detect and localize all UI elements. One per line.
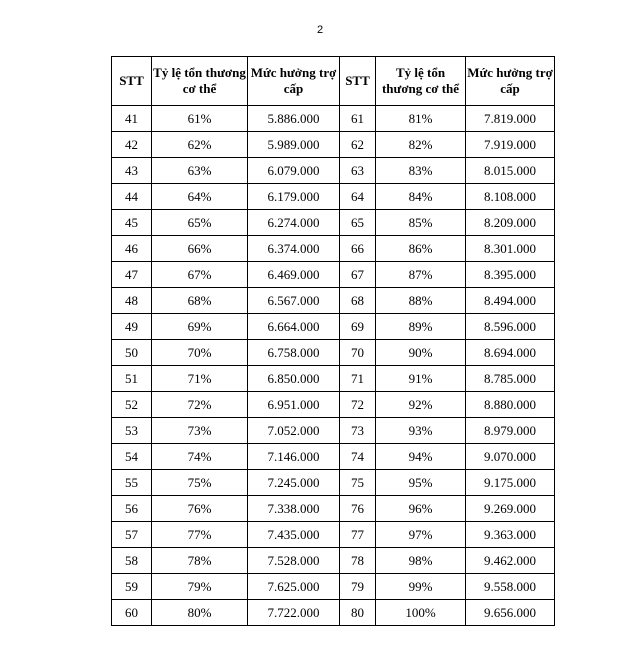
cell-stt-left: 45 bbox=[112, 210, 152, 236]
cell-stt-left: 52 bbox=[112, 392, 152, 418]
table-row bbox=[112, 184, 555, 210]
cell-amount-right: 9.269.000 bbox=[466, 496, 555, 522]
table-row bbox=[112, 262, 555, 288]
cell-amount-left: 6.469.000 bbox=[248, 262, 340, 288]
cell-amount-right: 8.108.000 bbox=[466, 184, 555, 210]
cell-amount-right: 9.656.000 bbox=[466, 600, 555, 626]
table-row bbox=[112, 288, 555, 314]
cell-amount-right: 9.558.000 bbox=[466, 574, 555, 600]
cell-stt-right: 63 bbox=[340, 158, 376, 184]
cell-amount-left: 7.528.000 bbox=[248, 548, 340, 574]
cell-rate-left: 78% bbox=[152, 548, 248, 574]
cell-stt-left: 49 bbox=[112, 314, 152, 340]
header-amount-left: Mức hưởng trợ cấp bbox=[248, 57, 340, 106]
cell-stt-left: 47 bbox=[112, 262, 152, 288]
table-row bbox=[112, 236, 555, 262]
cell-stt-left: 44 bbox=[112, 184, 152, 210]
cell-rate-right: 92% bbox=[376, 392, 466, 418]
cell-amount-left: 6.567.000 bbox=[248, 288, 340, 314]
cell-rate-left: 71% bbox=[152, 366, 248, 392]
cell-rate-left: 75% bbox=[152, 470, 248, 496]
cell-amount-right: 9.363.000 bbox=[466, 522, 555, 548]
cell-stt-right: 75 bbox=[340, 470, 376, 496]
cell-rate-right: 83% bbox=[376, 158, 466, 184]
cell-rate-left: 76% bbox=[152, 496, 248, 522]
cell-rate-left: 61% bbox=[152, 106, 248, 132]
cell-amount-left: 5.989.000 bbox=[248, 132, 340, 158]
cell-rate-right: 91% bbox=[376, 366, 466, 392]
cell-amount-left: 6.951.000 bbox=[248, 392, 340, 418]
cell-amount-right: 9.070.000 bbox=[466, 444, 555, 470]
table-row bbox=[112, 522, 555, 548]
cell-amount-left: 6.758.000 bbox=[248, 340, 340, 366]
cell-rate-right: 89% bbox=[376, 314, 466, 340]
table-row bbox=[112, 158, 555, 184]
cell-stt-right: 65 bbox=[340, 210, 376, 236]
cell-rate-left: 72% bbox=[152, 392, 248, 418]
table-row bbox=[112, 574, 555, 600]
cell-stt-right: 73 bbox=[340, 418, 376, 444]
cell-amount-left: 7.435.000 bbox=[248, 522, 340, 548]
cell-amount-right: 8.979.000 bbox=[466, 418, 555, 444]
cell-rate-left: 65% bbox=[152, 210, 248, 236]
cell-amount-right: 8.015.000 bbox=[466, 158, 555, 184]
cell-rate-left: 62% bbox=[152, 132, 248, 158]
cell-rate-left: 77% bbox=[152, 522, 248, 548]
table-body bbox=[112, 106, 555, 626]
cell-amount-left: 7.625.000 bbox=[248, 574, 340, 600]
cell-rate-right: 81% bbox=[376, 106, 466, 132]
cell-rate-left: 73% bbox=[152, 418, 248, 444]
cell-stt-left: 54 bbox=[112, 444, 152, 470]
cell-rate-right: 86% bbox=[376, 236, 466, 262]
header-stt-right: STT bbox=[340, 57, 376, 106]
cell-amount-left: 5.886.000 bbox=[248, 106, 340, 132]
cell-rate-right: 82% bbox=[376, 132, 466, 158]
cell-rate-right: 99% bbox=[376, 574, 466, 600]
cell-stt-left: 53 bbox=[112, 418, 152, 444]
table-row bbox=[112, 600, 555, 626]
cell-amount-left: 7.146.000 bbox=[248, 444, 340, 470]
cell-amount-left: 6.079.000 bbox=[248, 158, 340, 184]
cell-stt-right: 68 bbox=[340, 288, 376, 314]
cell-stt-right: 72 bbox=[340, 392, 376, 418]
cell-rate-right: 93% bbox=[376, 418, 466, 444]
cell-amount-right: 8.395.000 bbox=[466, 262, 555, 288]
cell-stt-right: 76 bbox=[340, 496, 376, 522]
cell-stt-right: 69 bbox=[340, 314, 376, 340]
cell-rate-left: 64% bbox=[152, 184, 248, 210]
cell-amount-left: 7.052.000 bbox=[248, 418, 340, 444]
cell-rate-right: 84% bbox=[376, 184, 466, 210]
table-row bbox=[112, 314, 555, 340]
cell-stt-right: 79 bbox=[340, 574, 376, 600]
cell-stt-right: 67 bbox=[340, 262, 376, 288]
cell-amount-right: 8.785.000 bbox=[466, 366, 555, 392]
cell-amount-left: 6.374.000 bbox=[248, 236, 340, 262]
cell-stt-left: 46 bbox=[112, 236, 152, 262]
cell-stt-left: 55 bbox=[112, 470, 152, 496]
cell-stt-right: 66 bbox=[340, 236, 376, 262]
cell-rate-right: 85% bbox=[376, 210, 466, 236]
table-row bbox=[112, 366, 555, 392]
cell-stt-left: 60 bbox=[112, 600, 152, 626]
cell-stt-left: 42 bbox=[112, 132, 152, 158]
cell-amount-right: 8.209.000 bbox=[466, 210, 555, 236]
cell-rate-left: 80% bbox=[152, 600, 248, 626]
cell-rate-right: 97% bbox=[376, 522, 466, 548]
cell-stt-right: 62 bbox=[340, 132, 376, 158]
table-header-row bbox=[112, 57, 555, 106]
cell-stt-right: 70 bbox=[340, 340, 376, 366]
header-amount-right: Mức hưởng trợ cấp bbox=[466, 57, 555, 106]
cell-rate-left: 69% bbox=[152, 314, 248, 340]
cell-amount-right: 7.819.000 bbox=[466, 106, 555, 132]
header-stt-left: STT bbox=[112, 57, 152, 106]
cell-amount-right: 8.301.000 bbox=[466, 236, 555, 262]
cell-amount-right: 9.175.000 bbox=[466, 470, 555, 496]
cell-rate-right: 90% bbox=[376, 340, 466, 366]
table-row bbox=[112, 340, 555, 366]
cell-stt-left: 50 bbox=[112, 340, 152, 366]
cell-amount-left: 6.179.000 bbox=[248, 184, 340, 210]
cell-rate-right: 88% bbox=[376, 288, 466, 314]
table-row bbox=[112, 470, 555, 496]
cell-stt-right: 64 bbox=[340, 184, 376, 210]
table-row bbox=[112, 392, 555, 418]
table-row bbox=[112, 548, 555, 574]
cell-rate-right: 98% bbox=[376, 548, 466, 574]
cell-amount-right: 9.462.000 bbox=[466, 548, 555, 574]
cell-stt-left: 56 bbox=[112, 496, 152, 522]
table-row bbox=[112, 418, 555, 444]
cell-rate-right: 100% bbox=[376, 600, 466, 626]
cell-rate-left: 63% bbox=[152, 158, 248, 184]
cell-rate-left: 74% bbox=[152, 444, 248, 470]
table-row bbox=[112, 106, 555, 132]
cell-stt-left: 59 bbox=[112, 574, 152, 600]
cell-amount-left: 7.245.000 bbox=[248, 470, 340, 496]
cell-stt-right: 78 bbox=[340, 548, 376, 574]
cell-amount-left: 7.338.000 bbox=[248, 496, 340, 522]
cell-rate-left: 67% bbox=[152, 262, 248, 288]
cell-stt-left: 51 bbox=[112, 366, 152, 392]
cell-stt-left: 43 bbox=[112, 158, 152, 184]
cell-rate-right: 96% bbox=[376, 496, 466, 522]
cell-stt-right: 71 bbox=[340, 366, 376, 392]
cell-stt-left: 48 bbox=[112, 288, 152, 314]
cell-amount-right: 8.880.000 bbox=[466, 392, 555, 418]
cell-amount-right: 7.919.000 bbox=[466, 132, 555, 158]
cell-stt-left: 58 bbox=[112, 548, 152, 574]
cell-stt-right: 80 bbox=[340, 600, 376, 626]
cell-stt-right: 74 bbox=[340, 444, 376, 470]
cell-rate-left: 68% bbox=[152, 288, 248, 314]
cell-amount-right: 8.694.000 bbox=[466, 340, 555, 366]
cell-amount-right: 8.596.000 bbox=[466, 314, 555, 340]
cell-stt-left: 41 bbox=[112, 106, 152, 132]
cell-rate-right: 94% bbox=[376, 444, 466, 470]
cell-stt-left: 57 bbox=[112, 522, 152, 548]
cell-amount-left: 6.664.000 bbox=[248, 314, 340, 340]
cell-amount-left: 7.722.000 bbox=[248, 600, 340, 626]
cell-rate-left: 70% bbox=[152, 340, 248, 366]
cell-amount-right: 8.494.000 bbox=[466, 288, 555, 314]
allowance-table bbox=[111, 56, 555, 626]
table-row bbox=[112, 210, 555, 236]
table-row bbox=[112, 132, 555, 158]
page-number: 2 bbox=[316, 24, 324, 36]
cell-stt-right: 77 bbox=[340, 522, 376, 548]
cell-rate-right: 87% bbox=[376, 262, 466, 288]
table-row bbox=[112, 444, 555, 470]
cell-stt-right: 61 bbox=[340, 106, 376, 132]
cell-amount-left: 6.274.000 bbox=[248, 210, 340, 236]
cell-rate-left: 79% bbox=[152, 574, 248, 600]
header-rate-left: Tỷ lệ tổn thương cơ thể bbox=[152, 57, 248, 106]
cell-rate-left: 66% bbox=[152, 236, 248, 262]
cell-rate-right: 95% bbox=[376, 470, 466, 496]
table-row bbox=[112, 496, 555, 522]
header-rate-right: Tỷ lệ tổn thương cơ thể bbox=[376, 57, 466, 106]
cell-amount-left: 6.850.000 bbox=[248, 366, 340, 392]
